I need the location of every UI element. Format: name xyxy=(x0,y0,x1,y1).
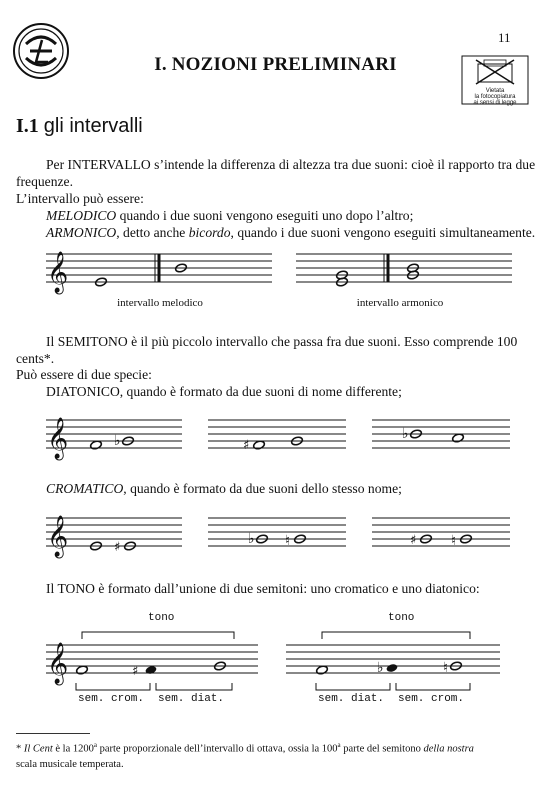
armonico-term: ARMONICO xyxy=(46,225,117,240)
svg-text:♮: ♮ xyxy=(451,533,457,549)
footnote-text-c: parte del semitono xyxy=(340,743,424,755)
cromatico-text: , quando è formato da due suoni dello stesso nome; xyxy=(123,481,402,496)
label-tono-right: tono xyxy=(388,612,415,624)
label-sem-diat-1: sem. diat. xyxy=(158,693,225,705)
stamp-line: Vietata xyxy=(485,88,505,94)
svg-text:♯: ♯ xyxy=(132,664,139,679)
tono-definition: Il TONO è formato dall’unione di due semitoni: uno cromatico e uno diatonico: xyxy=(46,581,480,596)
caption-intervallo-armonico: intervallo armonico xyxy=(356,297,444,309)
bicordo-term: bicordo xyxy=(188,225,231,240)
caption-intervallo-melodico: intervallo melodico xyxy=(117,297,203,309)
label-sem-crom-1: sem. crom. xyxy=(78,693,145,705)
svg-text:♭: ♭ xyxy=(248,531,255,547)
intervallo-definition-line1: Per INTERVALLO s’intende la differenza di altezza tra due suoni: cioè il rapporto tra due xyxy=(46,157,536,172)
semitono-types-intro: Può essere di due specie: xyxy=(16,367,152,382)
armonico-definition xyxy=(46,224,535,242)
svg-text:♮: ♮ xyxy=(285,533,291,549)
footnote-sup: a xyxy=(93,741,97,749)
intervallo-definition-line2: frequenze. xyxy=(16,174,73,189)
label-sem-crom-2: sem. crom. xyxy=(398,693,465,705)
staff-semitono-cromatico xyxy=(0,508,551,558)
footnote-text-d: della nostra xyxy=(423,743,474,755)
melodico-text: quando i due suoni vengono eseguiti uno dopo l’altro; xyxy=(116,208,414,223)
stamp-text xyxy=(458,88,532,106)
melodico-term: MELODICO xyxy=(46,208,117,223)
page-number: 11 xyxy=(498,30,511,45)
svg-text:♮: ♮ xyxy=(443,660,449,676)
melodico-definition xyxy=(46,207,413,225)
label-tono-left: tono xyxy=(148,612,175,624)
cromatico-definition xyxy=(46,480,402,498)
cromatico-term: CROMATICO xyxy=(46,481,124,496)
svg-text:♭: ♭ xyxy=(114,433,121,449)
footnote xyxy=(16,738,536,772)
svg-text:𝄞: 𝄞 xyxy=(47,516,69,557)
semitono-definition-line1: Il SEMITONO è il più piccolo intervallo che passa fra due suoni. Esso comprende 100 xyxy=(46,334,518,349)
intervallo-types-intro: L’intervallo può essere: xyxy=(16,191,144,206)
footnote-text-b: parte proporzionale dell’intervallo di ottava, ossia la 100 xyxy=(96,743,338,755)
svg-text:♭: ♭ xyxy=(377,660,384,676)
section-title: gli intervalli xyxy=(43,115,143,137)
footnote-line1 xyxy=(16,738,536,757)
staff-intervals xyxy=(0,240,551,300)
armonico-text-b: , quando i due suoni vengono eseguiti simultaneamente. xyxy=(230,225,536,240)
footnote-text-a: è la 1200 xyxy=(52,743,94,755)
semitono-definition-line2: cents*. xyxy=(16,351,55,366)
footnote-star: * xyxy=(16,743,24,755)
armonico-text-a: , detto anche xyxy=(116,225,189,240)
svg-text:♯: ♯ xyxy=(243,438,250,453)
footnote-line2: scala musicale temperata. xyxy=(16,758,124,770)
section-heading xyxy=(16,115,143,138)
svg-text:♭: ♭ xyxy=(402,426,409,442)
svg-text:♯: ♯ xyxy=(410,533,417,548)
footnote-divider xyxy=(16,733,90,734)
stamp-line: ai sensi di legge xyxy=(473,100,517,106)
diatonico-definition: DIATONICO, quando è formato da due suoni di nome differente; xyxy=(46,384,402,399)
svg-text:𝄞: 𝄞 xyxy=(47,643,69,684)
label-sem-diat-2: sem. diat. xyxy=(318,693,385,705)
svg-text:𝄞: 𝄞 xyxy=(47,418,69,459)
footnote-sup: a xyxy=(337,741,341,749)
footnote-term: Il Cent xyxy=(23,743,53,755)
svg-text:♯: ♯ xyxy=(114,540,121,555)
svg-text:𝄞: 𝄞 xyxy=(47,252,69,293)
section-number: I.1 xyxy=(16,115,39,137)
stamp-line: la fotocopiatura xyxy=(474,94,516,100)
staff-semitono-diatonico xyxy=(0,410,551,460)
chapter-title: I. NOZIONI PRELIMINARI xyxy=(154,54,397,75)
